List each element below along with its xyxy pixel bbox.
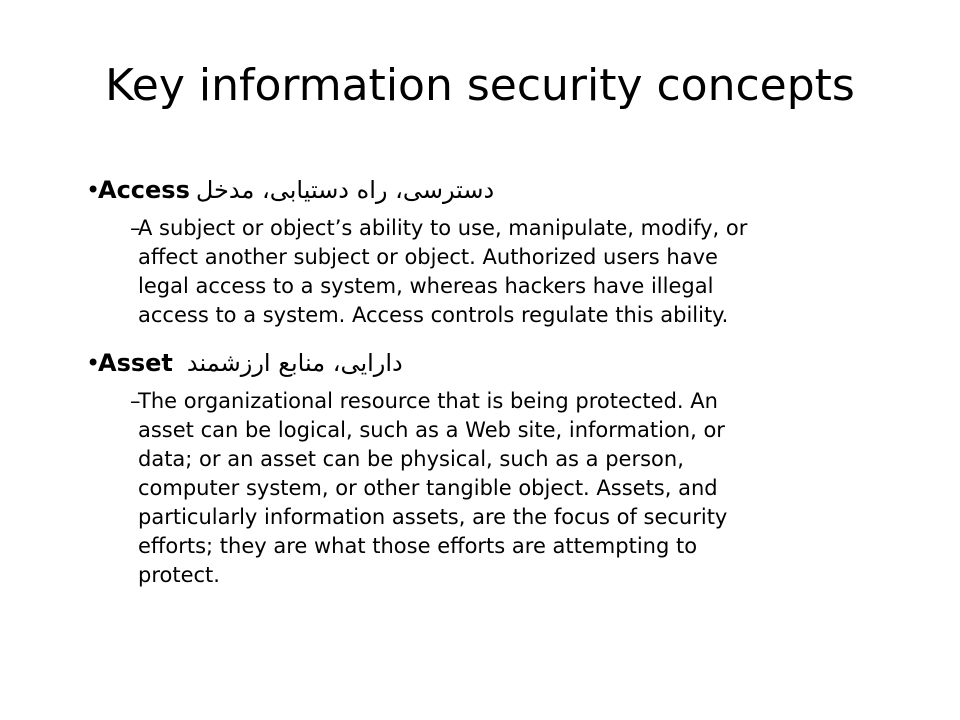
- sub-dash: –: [130, 389, 141, 413]
- term-asset: Asset: [98, 349, 173, 377]
- bullet-heading-access: [98, 170, 494, 210]
- slide-title: Key information security concepts: [105, 60, 855, 111]
- definition-access: A subject or object’s ability to use, manipulate, modify, or affect another subject or object. Authorized users have legal access to a system, whereas hackers have illegal access to a system. Access controls regulate this ability.: [138, 216, 748, 327]
- sub-item-access-definition: [130, 214, 890, 334]
- sub-item-asset-definition: [130, 387, 890, 597]
- translation-asset: دارایی، منابع ارزشمند: [186, 349, 403, 377]
- bullet-dot: •: [86, 176, 101, 204]
- bullet-dot: •: [86, 349, 101, 377]
- sub-dash: –: [130, 216, 141, 240]
- definition-asset: The organizational resource that is being protected. An asset can be logical, such as a Web site, information, or data; or an asset can be physical, such as a person, computer system, or other tangible object. Assets, and particularly information assets, are the focus of security efforts; they are what those efforts are attempting to protect.: [138, 389, 728, 587]
- bullet-heading-asset: [98, 343, 403, 383]
- translation-access: دسترسی، راه دستیابی، مدخل: [195, 176, 495, 204]
- term-access: Access: [98, 176, 190, 204]
